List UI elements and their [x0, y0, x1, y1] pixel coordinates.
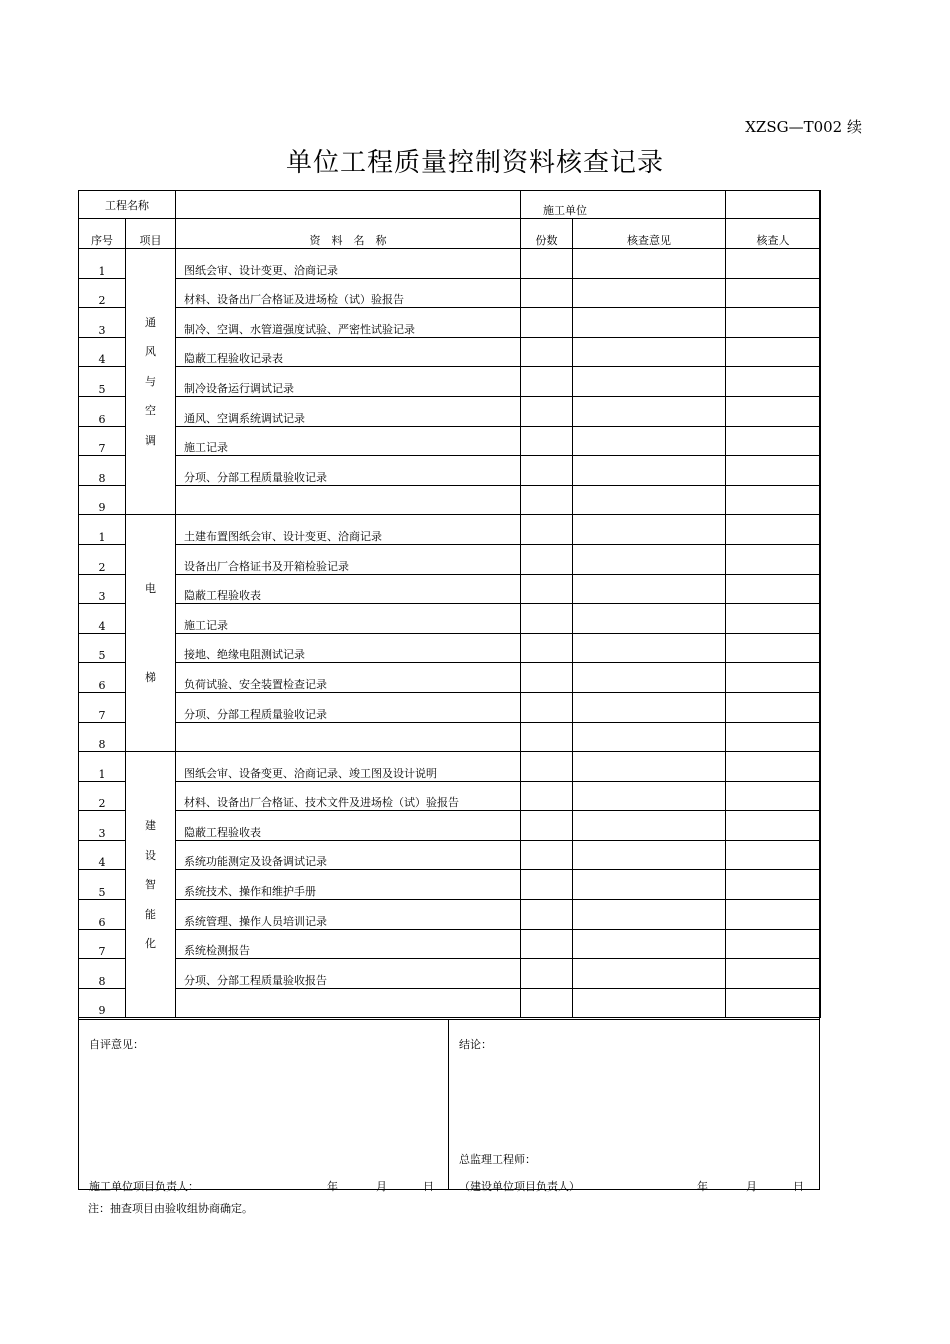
table-row — [79, 900, 821, 930]
opinion-field[interactable] — [573, 781, 726, 811]
row-number: 8 — [79, 959, 126, 989]
table-row — [79, 781, 821, 811]
checker-field[interactable] — [726, 692, 821, 722]
copies-field[interactable] — [521, 988, 573, 1018]
checker-field[interactable] — [726, 515, 821, 545]
copies-field[interactable] — [521, 692, 573, 722]
material-name: 图纸会审、设备变更、洽商记录、竣工图及设计说明 — [176, 752, 521, 782]
opinion-field[interactable] — [573, 900, 726, 930]
checker-field[interactable] — [726, 337, 821, 367]
checker-field[interactable] — [726, 959, 821, 989]
construction-unit-label: 施工单位 — [543, 204, 587, 217]
material-name: 接地、绝缘电阻测试记录 — [176, 633, 521, 663]
contractor-day: 日 — [423, 1180, 434, 1193]
table-row — [79, 485, 821, 515]
copies-field[interactable] — [521, 781, 573, 811]
row-number: 4 — [79, 604, 126, 634]
checker-field[interactable] — [726, 278, 821, 308]
opinion-field[interactable] — [573, 544, 726, 574]
opinion-field[interactable] — [573, 515, 726, 545]
contractor-manager-label: 施工单位项目负责人： — [89, 1180, 199, 1193]
checker-field[interactable] — [726, 811, 821, 841]
material-name: 隐蔽工程验收记录表 — [176, 337, 521, 367]
construction-unit-field[interactable] — [726, 191, 821, 219]
material-name: 施工记录 — [176, 604, 521, 634]
table-row — [79, 604, 821, 634]
checker-field[interactable] — [726, 900, 821, 930]
table-row — [79, 752, 821, 782]
opinion-field[interactable] — [573, 929, 726, 959]
table-row — [79, 633, 821, 663]
owner-year: 年 — [697, 1180, 708, 1193]
col-no-header: 序号 — [79, 219, 126, 249]
row-number: 9 — [79, 988, 126, 1018]
copies-field[interactable] — [521, 485, 573, 515]
checker-field[interactable] — [726, 870, 821, 900]
row-number: 3 — [79, 574, 126, 604]
copies-field[interactable] — [521, 308, 573, 338]
material-name: 负荷试验、安全装置检查记录 — [176, 663, 521, 693]
group-name — [126, 515, 176, 752]
table-row — [79, 367, 821, 397]
material-name: 施工记录 — [176, 426, 521, 456]
material-name: 隐蔽工程验收表 — [176, 574, 521, 604]
table-row — [79, 396, 821, 426]
row-number: 6 — [79, 663, 126, 693]
row-number: 6 — [79, 900, 126, 930]
table-row — [79, 811, 821, 841]
copies-field[interactable] — [521, 840, 573, 870]
material-name: 设备出厂合格证书及开箱检验记录 — [176, 544, 521, 574]
opinion-field[interactable] — [573, 485, 726, 515]
document-code: XZSG—T002 续 — [745, 118, 862, 136]
table-row — [79, 840, 821, 870]
opinion-field[interactable] — [573, 249, 726, 279]
group-name — [126, 249, 176, 515]
group-name-text: 通 风 与 空 调 — [145, 315, 156, 447]
material-name: 系统管理、操作人员培训记录 — [176, 900, 521, 930]
checker-field[interactable] — [726, 485, 821, 515]
copies-field[interactable] — [521, 633, 573, 663]
checker-field[interactable] — [726, 840, 821, 870]
chief-supervisor-label: 总监理工程师： — [459, 1153, 536, 1166]
col-materials-header: 资 料 名 称 — [176, 219, 521, 249]
opinion-field[interactable] — [573, 692, 726, 722]
opinion-field[interactable] — [573, 811, 726, 841]
checker-field[interactable] — [726, 367, 821, 397]
row-number: 1 — [79, 752, 126, 782]
opinion-field[interactable] — [573, 988, 726, 1018]
opinion-field[interactable] — [573, 396, 726, 426]
table-row — [79, 663, 821, 693]
checker-field[interactable] — [726, 752, 821, 782]
copies-field[interactable] — [521, 870, 573, 900]
column-header-row — [79, 219, 821, 249]
material-name: 材料、设备出厂合格证、技术文件及进场检（试）验报告 — [176, 781, 521, 811]
opinion-field[interactable] — [573, 870, 726, 900]
table-row — [79, 544, 821, 574]
row-number: 1 — [79, 515, 126, 545]
col-project-header: 项目 — [126, 219, 176, 249]
construction-unit-cell — [521, 191, 726, 219]
copies-field[interactable] — [521, 367, 573, 397]
group-name-text: 电 梯 — [145, 582, 156, 684]
material-name — [176, 988, 521, 1018]
checker-field[interactable] — [726, 722, 821, 752]
row-number: 3 — [79, 811, 126, 841]
group-name-text: 建 设 智 能 化 — [145, 819, 156, 951]
row-number: 4 — [79, 840, 126, 870]
table-row — [79, 308, 821, 338]
owner-month: 月 — [746, 1180, 757, 1193]
table-row — [79, 574, 821, 604]
records-table — [78, 190, 821, 1018]
copies-field[interactable] — [521, 752, 573, 782]
table-row — [79, 692, 821, 722]
table-row — [79, 515, 821, 545]
checker-field[interactable] — [726, 988, 821, 1018]
owner-day: 日 — [793, 1180, 804, 1193]
owner-manager-label: （建设单位项目负责人） — [459, 1180, 580, 1193]
row-number: 7 — [79, 692, 126, 722]
checker-field[interactable] — [726, 544, 821, 574]
col-copies-header: 份数 — [521, 219, 573, 249]
copies-field[interactable] — [521, 574, 573, 604]
copies-field[interactable] — [521, 456, 573, 486]
table-row — [79, 959, 821, 989]
table-row — [79, 722, 821, 752]
project-info-row — [79, 191, 821, 219]
copies-field[interactable] — [521, 396, 573, 426]
checker-field[interactable] — [726, 929, 821, 959]
copies-field[interactable] — [521, 337, 573, 367]
row-number: 5 — [79, 870, 126, 900]
opinion-field[interactable] — [573, 959, 726, 989]
table-row — [79, 426, 821, 456]
col-opinion-header: 核查意见 — [573, 219, 726, 249]
copies-field[interactable] — [521, 249, 573, 279]
page-title: 单位工程质量控制资料核查记录 — [285, 148, 664, 178]
opinion-field[interactable] — [573, 604, 726, 634]
opinion-field[interactable] — [573, 633, 726, 663]
checker-field[interactable] — [726, 574, 821, 604]
checker-field[interactable] — [726, 456, 821, 486]
material-name: 制冷、空调、水管道强度试验、严密性试验记录 — [176, 308, 521, 338]
copies-field[interactable] — [521, 959, 573, 989]
checker-field[interactable] — [726, 308, 821, 338]
copies-field[interactable] — [521, 426, 573, 456]
contractor-year: 年 — [327, 1180, 338, 1193]
conclusion-label: 结论： — [459, 1038, 492, 1051]
project-name-field[interactable] — [176, 191, 521, 219]
row-number: 2 — [79, 781, 126, 811]
material-name — [176, 485, 521, 515]
copies-field[interactable] — [521, 604, 573, 634]
footnote: 注：抽查项目由验收组协商确定。 — [88, 1202, 253, 1215]
opinion-field[interactable] — [573, 722, 726, 752]
col-checker-header: 核查人 — [726, 219, 821, 249]
row-number: 7 — [79, 929, 126, 959]
opinion-field[interactable] — [573, 367, 726, 397]
opinion-field[interactable] — [573, 752, 726, 782]
opinion-field[interactable] — [573, 308, 726, 338]
checker-field[interactable] — [726, 396, 821, 426]
material-name: 系统检测报告 — [176, 929, 521, 959]
material-name — [176, 722, 521, 752]
checker-field[interactable] — [726, 249, 821, 279]
row-number: 9 — [79, 485, 126, 515]
material-name: 隐蔽工程验收表 — [176, 811, 521, 841]
copies-field[interactable] — [521, 811, 573, 841]
opinion-field[interactable] — [573, 840, 726, 870]
table-row — [79, 249, 821, 279]
table-row — [79, 456, 821, 486]
material-name: 通风、空调系统调试记录 — [176, 396, 521, 426]
opinion-field[interactable] — [573, 337, 726, 367]
checker-field[interactable] — [726, 663, 821, 693]
row-number: 4 — [79, 337, 126, 367]
table-row — [79, 988, 821, 1018]
check-record-form — [78, 190, 820, 1193]
row-number: 2 — [79, 544, 126, 574]
material-name: 系统技术、操作和维护手册 — [176, 870, 521, 900]
checker-field[interactable] — [726, 781, 821, 811]
row-number: 8 — [79, 722, 126, 752]
material-name: 土建布置图纸会审、设计变更、洽商记录 — [176, 515, 521, 545]
row-number: 7 — [79, 426, 126, 456]
group-name — [126, 752, 176, 1018]
copies-field[interactable] — [521, 278, 573, 308]
copies-field[interactable] — [521, 722, 573, 752]
checker-field[interactable] — [726, 604, 821, 634]
table-row — [79, 337, 821, 367]
opinion-field[interactable] — [573, 663, 726, 693]
row-number: 6 — [79, 396, 126, 426]
project-name-label: 工程名称 — [79, 191, 176, 219]
signoff-divider — [448, 1020, 449, 1190]
material-name: 图纸会审、设计变更、洽商记录 — [176, 249, 521, 279]
material-name: 分项、分部工程质量验收记录 — [176, 456, 521, 486]
material-name: 制冷设备运行调试记录 — [176, 367, 521, 397]
opinion-field[interactable] — [573, 426, 726, 456]
opinion-field[interactable] — [573, 278, 726, 308]
copies-field[interactable] — [521, 544, 573, 574]
row-number: 2 — [79, 278, 126, 308]
opinion-field[interactable] — [573, 456, 726, 486]
material-name: 分项、分部工程质量验收记录 — [176, 692, 521, 722]
material-name: 系统功能测定及设备调试记录 — [176, 840, 521, 870]
row-number: 1 — [79, 249, 126, 279]
contractor-month: 月 — [376, 1180, 387, 1193]
records-table-body — [79, 191, 821, 1018]
row-number: 3 — [79, 308, 126, 338]
table-row — [79, 278, 821, 308]
opinion-field[interactable] — [573, 574, 726, 604]
copies-field[interactable] — [521, 929, 573, 959]
row-number: 8 — [79, 456, 126, 486]
copies-field[interactable] — [521, 515, 573, 545]
signoff-section — [79, 1019, 819, 1193]
copies-field[interactable] — [521, 900, 573, 930]
material-name: 分项、分部工程质量验收报告 — [176, 959, 521, 989]
self-eval-label: 自评意见： — [89, 1038, 144, 1051]
row-number: 5 — [79, 633, 126, 663]
checker-field[interactable] — [726, 426, 821, 456]
material-name: 材料、设备出厂合格证及进场检（试）验报告 — [176, 278, 521, 308]
copies-field[interactable] — [521, 663, 573, 693]
table-row — [79, 870, 821, 900]
row-number: 5 — [79, 367, 126, 397]
table-row — [79, 929, 821, 959]
checker-field[interactable] — [726, 633, 821, 663]
